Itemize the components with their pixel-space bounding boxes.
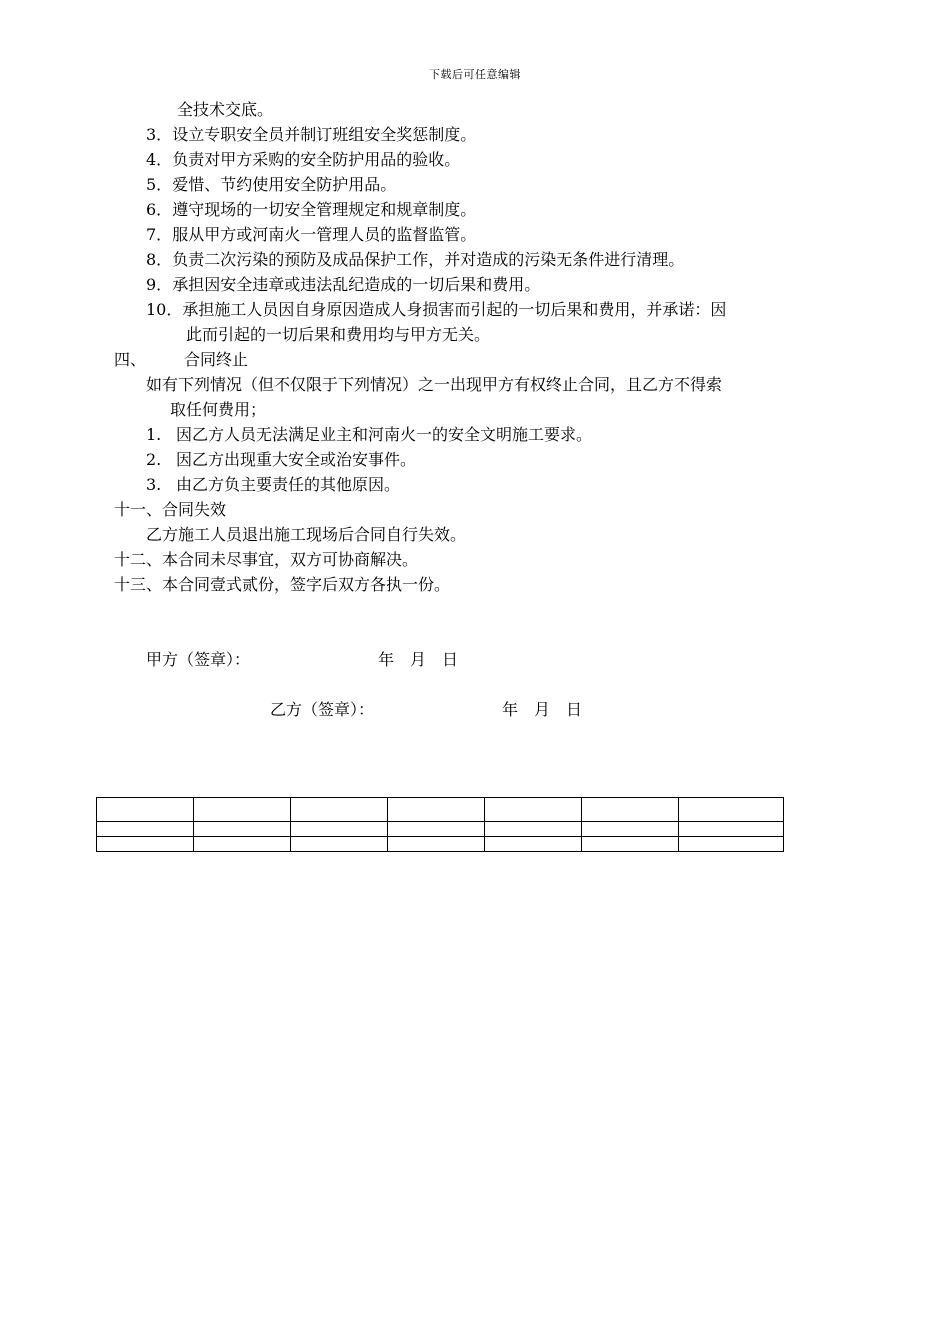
termination-item-1 xyxy=(146,425,592,445)
termination-item-2 xyxy=(146,450,416,470)
clause-text: 负责二次污染的预防及成品保护工作，并对造成的污染无条件进行清理。 xyxy=(172,250,685,269)
table-cell xyxy=(485,837,582,852)
table-cell xyxy=(388,798,485,822)
clause-text: 遵守现场的一切安全管理规定和规章制度。 xyxy=(172,200,477,219)
clause-text: 承担施工人员因自身原因造成人身损害而引起的一切后果和费用，并承诺：因 xyxy=(182,300,727,319)
section-13-text: 十三、本合同壹式贰份，签字后双方各执一份。 xyxy=(114,575,451,594)
table-cell xyxy=(194,798,291,822)
table-cell xyxy=(97,837,194,852)
clause-number: 4． xyxy=(146,150,173,169)
clause-number: 6． xyxy=(146,200,173,219)
section-11-heading: 十一、合同失效 xyxy=(114,500,227,519)
party-b-date xyxy=(502,700,582,720)
table-cell xyxy=(582,822,679,837)
item-text: 由乙方负主要责任的其他原因。 xyxy=(176,475,401,494)
clause-text: 爱惜、节约使用安全防护用品。 xyxy=(172,175,397,194)
termination-paragraph: 如有下列情况（但不仅限于下列情况）之一出现甲方有权终止合同，且乙方不得索 xyxy=(146,375,723,394)
month-label: 月 xyxy=(410,650,427,669)
table-row xyxy=(97,822,784,837)
party-a-date xyxy=(378,650,458,670)
clause-number: 10． xyxy=(146,300,183,319)
table-cell xyxy=(388,837,485,852)
table-cell xyxy=(679,798,784,822)
table-cell xyxy=(97,798,194,822)
table-cell xyxy=(194,822,291,837)
party-b-signature-label: 乙方（签章）： xyxy=(270,700,375,719)
day-label: 日 xyxy=(566,700,583,719)
page-header: 下载后可任意编辑 xyxy=(429,68,521,81)
day-label: 日 xyxy=(442,650,459,669)
section-12-text: 十二、本合同未尽事宜，双方可协商解决。 xyxy=(114,550,419,569)
table-cell xyxy=(485,822,582,837)
clause-number: 3． xyxy=(146,125,173,144)
termination-paragraph-continued: 取任何费用； xyxy=(170,400,267,419)
clause-10-continued: 此而引起的一切后果和费用均与甲方无关。 xyxy=(186,325,491,344)
blank-table xyxy=(96,797,784,852)
clause-7 xyxy=(146,225,476,245)
section-11-text: 乙方施工人员退出施工现场后合同自行失效。 xyxy=(146,525,467,544)
clause-10 xyxy=(146,300,726,320)
clause-6 xyxy=(146,200,476,220)
clause-number: 8． xyxy=(146,250,173,269)
clause-4 xyxy=(146,150,460,170)
table-cell xyxy=(291,822,388,837)
clause-text: 负责对甲方采购的安全防护用品的验收。 xyxy=(172,150,461,169)
section-title: 合同终止 xyxy=(184,350,249,369)
item-number: 3. xyxy=(146,475,162,494)
year-label: 年 xyxy=(502,700,519,719)
month-label: 月 xyxy=(534,700,551,719)
table-cell xyxy=(679,837,784,852)
table-cell xyxy=(582,837,679,852)
table-cell xyxy=(582,798,679,822)
clause-text: 设立专职安全员并制订班组安全奖惩制度。 xyxy=(172,125,477,144)
termination-item-3 xyxy=(146,475,400,495)
clause-5 xyxy=(146,175,396,195)
clause-number: 5． xyxy=(146,175,173,194)
section-4-heading xyxy=(114,350,248,370)
table-cell xyxy=(291,798,388,822)
clause-9 xyxy=(146,275,540,295)
table-row xyxy=(97,837,784,852)
table-row xyxy=(97,798,784,822)
table-cell xyxy=(388,822,485,837)
clause-3 xyxy=(146,125,476,145)
item-text: 因乙方人员无法满足业主和河南火一的安全文明施工要求。 xyxy=(176,425,593,444)
section-number: 四、 xyxy=(114,350,147,369)
clause-number: 9． xyxy=(146,275,173,294)
item-number: 1. xyxy=(146,425,162,444)
item-text: 因乙方出现重大安全或治安事件。 xyxy=(176,450,417,469)
item-number: 2. xyxy=(146,450,162,469)
party-a-signature-label: 甲方（签章）： xyxy=(146,650,251,669)
clause-8 xyxy=(146,250,684,270)
table-cell xyxy=(97,822,194,837)
clause-line: 全技术交底。 xyxy=(177,100,274,119)
table-cell xyxy=(194,837,291,852)
table-cell xyxy=(485,798,582,822)
table-cell xyxy=(291,837,388,852)
table-cell xyxy=(679,822,784,837)
clause-text: 服从甲方或河南火一管理人员的监督监管。 xyxy=(172,225,477,244)
year-label: 年 xyxy=(378,650,395,669)
clause-number: 7． xyxy=(146,225,173,244)
clause-text: 承担因安全违章或违法乱纪造成的一切后果和费用。 xyxy=(172,275,541,294)
